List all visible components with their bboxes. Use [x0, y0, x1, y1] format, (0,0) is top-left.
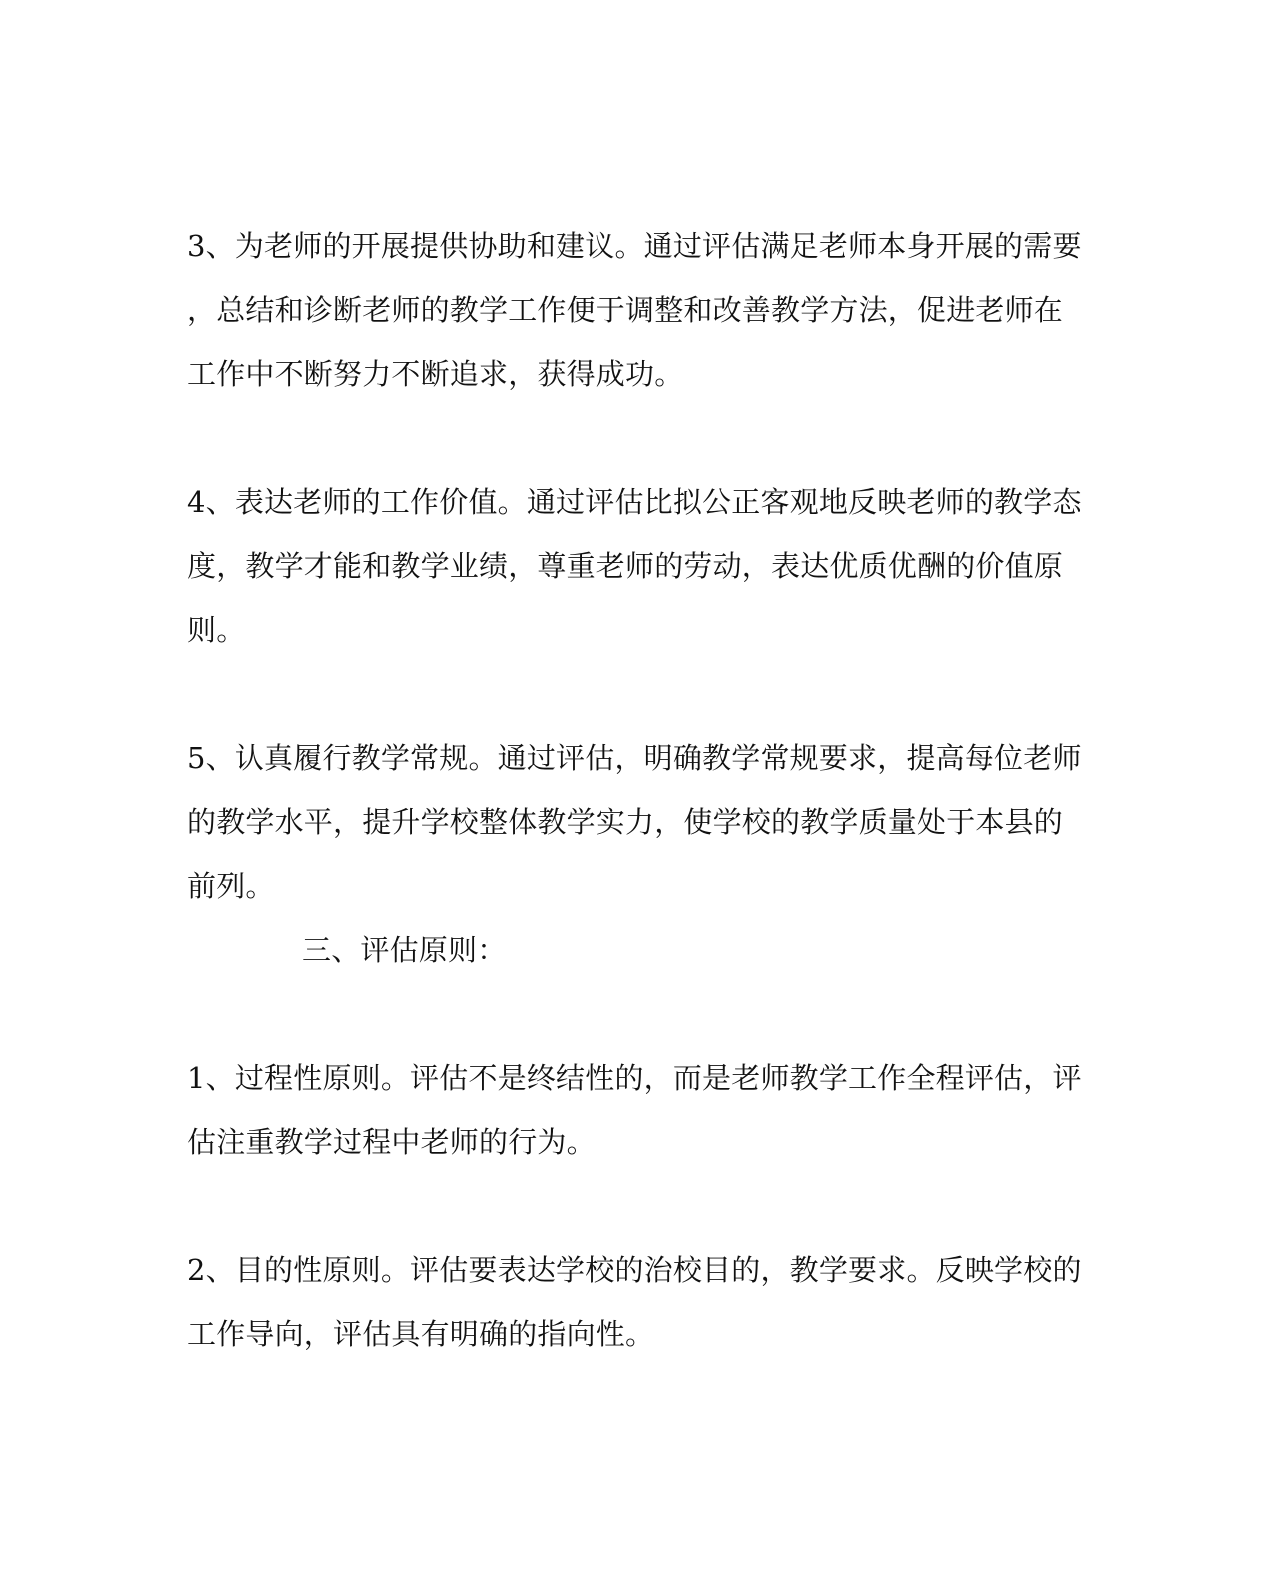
paragraph-5-line-1: 5、认真履行教学常规。通过评估，明确教学常规要求，提高每位老师 — [187, 741, 1082, 775]
principle-2-line-1: 2、目的性原则。评估要表达学校的治校目的，教学要求。反映学校的 — [187, 1253, 1082, 1287]
paragraph-5-line-3: 前列。 — [187, 869, 275, 903]
paragraph-4-line-2: 度，教学才能和教学业绩，尊重老师的劳动，表达优质优酬的价值原 — [187, 549, 1064, 583]
section-heading-evaluation-principles: 三、评估原则： — [302, 933, 507, 967]
paragraph-5-line-2: 的教学水平，提升学校整体教学实力，使学校的教学质量处于本县的 — [187, 805, 1064, 839]
paragraph-4-line-3: 则。 — [187, 613, 246, 647]
paragraph-3-line-1: 3、为老师的开展提供协助和建议。通过评估满足老师本身开展的需要 — [187, 229, 1082, 263]
principle-2-line-2: 工作导向，评估具有明确的指向性。 — [187, 1317, 655, 1351]
paragraph-4-line-1: 4、表达老师的工作价值。通过评估比拟公正客观地反映老师的教学态 — [187, 485, 1082, 519]
paragraph-3-line-2: ，总结和诊断老师的教学工作便于调整和改善教学方法，促进老师在 — [187, 293, 1064, 327]
paragraph-3-line-3: 工作中不断努力不断追求，获得成功。 — [187, 357, 684, 391]
principle-1-line-1: 1、过程性原则。评估不是终结性的，而是老师教学工作全程评估，评 — [187, 1061, 1082, 1095]
principle-1-line-2: 估注重教学过程中老师的行为。 — [187, 1125, 596, 1159]
